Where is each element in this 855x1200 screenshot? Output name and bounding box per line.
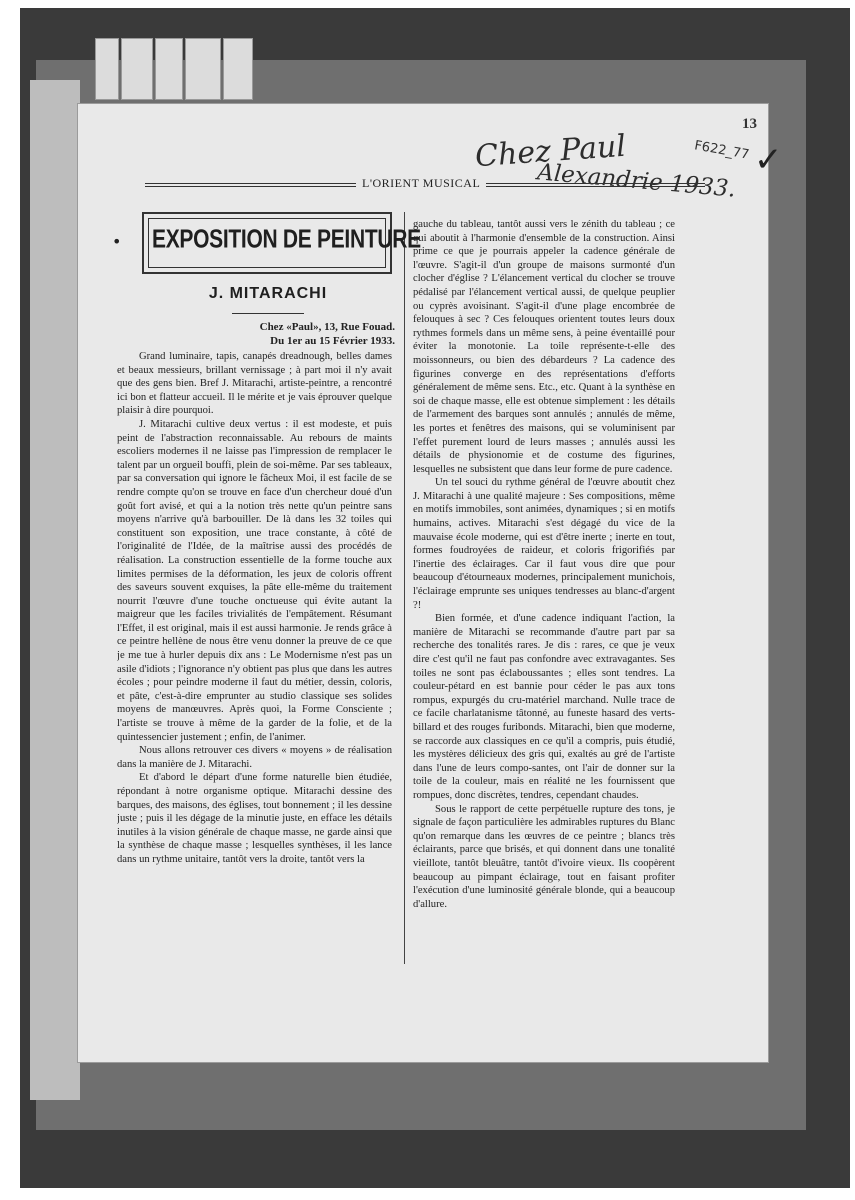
venue-address: Chez «Paul», 13, Rue Fouad. — [259, 321, 395, 333]
paragraph: Grand luminaire, tapis, canapés dreadnough, belles dames et beaux messieurs, brillant vernissage ; à part moi il n'y avait que des gens bien. Bref J. Mitarachi, artiste-peintre, a rencontré ici bon et flatteur accueil. Il le mérite et je vais éprouver quelque plaisir à dire pourquoi. — [117, 351, 392, 417]
artist-name: J. MITARACHI — [208, 285, 328, 302]
article-title: EXPOSITION DE PEINTURE — [152, 225, 421, 254]
handwritten-venue: Chez Paul — [473, 128, 628, 175]
paragraph: Un tel souci du rythme général de l'œuvre aboutit chez J. Mitarachi à une qualité majeure : Ses compositions, même en motifs immobiles, sont animées, dynamiques ; si en motifs humains, actives. Mitarachi s'est dégagé du vice de la mauvaise école moderne, qui est d'être inerte ; inerte en tout, formes foudroyées de raideur, et coloris frigorifiés par l'inertie des éclairages. Car il faut vous dire que pour beaucoup d'étourneaux modernes, principalement munichois, l'éclairage emprunte ses uniques tendresses au blanc-d'argent ?! — [413, 477, 675, 611]
paper-tabs — [95, 38, 255, 98]
paragraph: gauche du tableau, tantôt aussi vers le zénith du tableau ; ce qui aboutit à l'harmonie d'ensemble de la construction. Ainsi prime ce que je pourrais appeler la cadence générale de l'œuvre. S'agit-il d'un groupe de maisons surmonté d'un clocher d'église ? L'élancement vertical du clocher se trouve pédalisé par l'élancement vertical aussi, de quelque peuplier ou cyprès avoisinant. S'agit-il d'une plage encombrée de felouques à sec ? Ces felouques orientent toutes leurs doux rythmes formels dans un même sens, à peine éventaillé pour éviter la monotonie. La toile représente-t-elle des moissonneurs, ou bien des débardeurs ? La cadence des figurines converge en des représentations d'efforts généralement de même sens. Etc., etc. Quant à la synthèse en soi de chaque masse, elle est obtenue simplement : les détails de l'armement des barques sont annulés ; annulés de même, les portes et fenêtres des maisons, qui se voluminisent par l'effet purement lourd de leurs masses ; annulés aussi les détails de physionomie et de costume des figurines, lesquelles ne subsistent que dans leur forme de pure cadence. — [413, 219, 675, 475]
journal-title: L'ORIENT MUSICAL — [356, 176, 486, 191]
paragraph: Et d'abord le départ d'une forme naturelle bien étudiée, répondant à notre organisme optique. Mitarachi dessine des barques, des maisons, des églises, tout bonnement ; il les dessine juste ; puis il les dégage de la minutie juste, en efface les détails inutiles à la vision générale de chaque masse, ne garde ainsi que la synthèse de chaque masse ; lesquelles synthèses, il les lance dans un rythme unitaire, tantôt vers la droite, tantôt vers la — [117, 772, 392, 865]
check-mark-icon: ✓ — [754, 140, 783, 180]
paragraph: Nous allons retrouver ces divers « moyens » de réalisation dans la manière de J. Mitarachi. — [117, 745, 392, 770]
binder-edge — [30, 80, 80, 1100]
right-column — [413, 218, 675, 988]
paragraph: Bien formée, et d'une cadence indiquant l'action, la manière de Mitarachi se recommande d'autre part par sa recherche des tonalités rares. Je dis : rares, ce que je veux dire c'est qu'il ne faut pas confondre avec extravagantes. Ses toiles ne sont pas éclaboussantes ; elles sont tendres. La couleur-pétard en est bannie pour céder le pas aux tons rompus, expurgés du cru-matériel marchand. Nulle trace de ce facile charlatanisme tâtonné, au funeste hasard des verts-billard et des rouges furibonds. Mitarachi, bien que moderne, se raccorde aux classiques en ce qu'il a compris, puis étudié, les mystères délicieux des gris qui, exaltés au gré de l'artiste dans l'une de leurs compo-santes, ont l'air de donner sur la toile de la couleur, mais en réalité ne les fournissent que rompues, donc discrètes, tendres, cependant chaudes. — [413, 613, 675, 801]
paragraph: J. Mitarachi cultive deux vertus : il est modeste, et puis peint de l'abstraction reconnaissable. Au rebours de maints escoliers modernes il ne laisse pas l'impression de remplacer le talent par un orgueil bouffi, plein de soi-même. Par ses tableaux, par sa conversation qui ignore le fâcheux Moi, il est facile de se rendre compte qu'on se trouve en face d'un chercheur doué d'un goût fort avisé, et qui a la notion très nette qu'un peintre sans moyens n'arrive qu'à barbouiller. De là dans les 32 toiles qui constituent son exposition, une trace constante, à côté de l'originalité de l'Idée, de la maîtrise aussi des procédés de réalisation. La construction essentielle de la forme touche aux limites permises de la déformation, les jeux de coloris offrent des saveurs souvent exquises, la pâte elle-même du traitement nourrit l'œuvre d'une touche onctueuse qui évite autant la maigreur que les faciles trivialités de l'empâtement. Résumant l'Effet, il est original, mais il est aussi harmonie. Je rends grâce à ce peintre hellène de nous être venu donner la preuve de ce que je me tue à hurler depuis dix ans : Le Modernisme n'est pas un asile d'idiots ; l'ignorance n'y obtient pas plus que dans les autres écoles ; pour peindre moderne il faut du métier, dessin, coloris, et pâte, c'est-à-dire emprunter au studio classique ses solides moyens de manœuvres. Après quoi, la Forme Consciente ; l'artiste se trouve à même de la garder de la folie, et de la quintessencier justement ; enfin, de l'animer. — [117, 418, 392, 743]
handwritten-reference-code: F622_77 — [693, 138, 751, 163]
artist-rule — [232, 313, 304, 314]
handwritten-city-year: Alexandrie 1933. — [536, 159, 737, 203]
bullet-icon: • — [112, 232, 122, 251]
venue-info — [140, 320, 395, 348]
left-column — [117, 350, 392, 965]
column-divider — [404, 212, 405, 964]
page-number: 13 — [742, 116, 757, 132]
paragraph: Sous le rapport de cette perpétuelle rupture des tons, je signale de façon particulière les admirables ruptures du Blanc qu'on remarque dans les œuvres de ce peintre ; blancs très éclairants, parce que brisés, et qui donnent dans une tonalité vieillote, tantôt bleuâtre, tantôt d'ivoire vieux. Ils coopèrent beaucoup au pimpant éclairage, tout en faisant profiter l'exécution d'une luminosité générale blonde, qui a beaucoup d'allure. — [413, 803, 675, 910]
venue-dates: Du 1er au 15 Février 1933. — [270, 335, 395, 347]
